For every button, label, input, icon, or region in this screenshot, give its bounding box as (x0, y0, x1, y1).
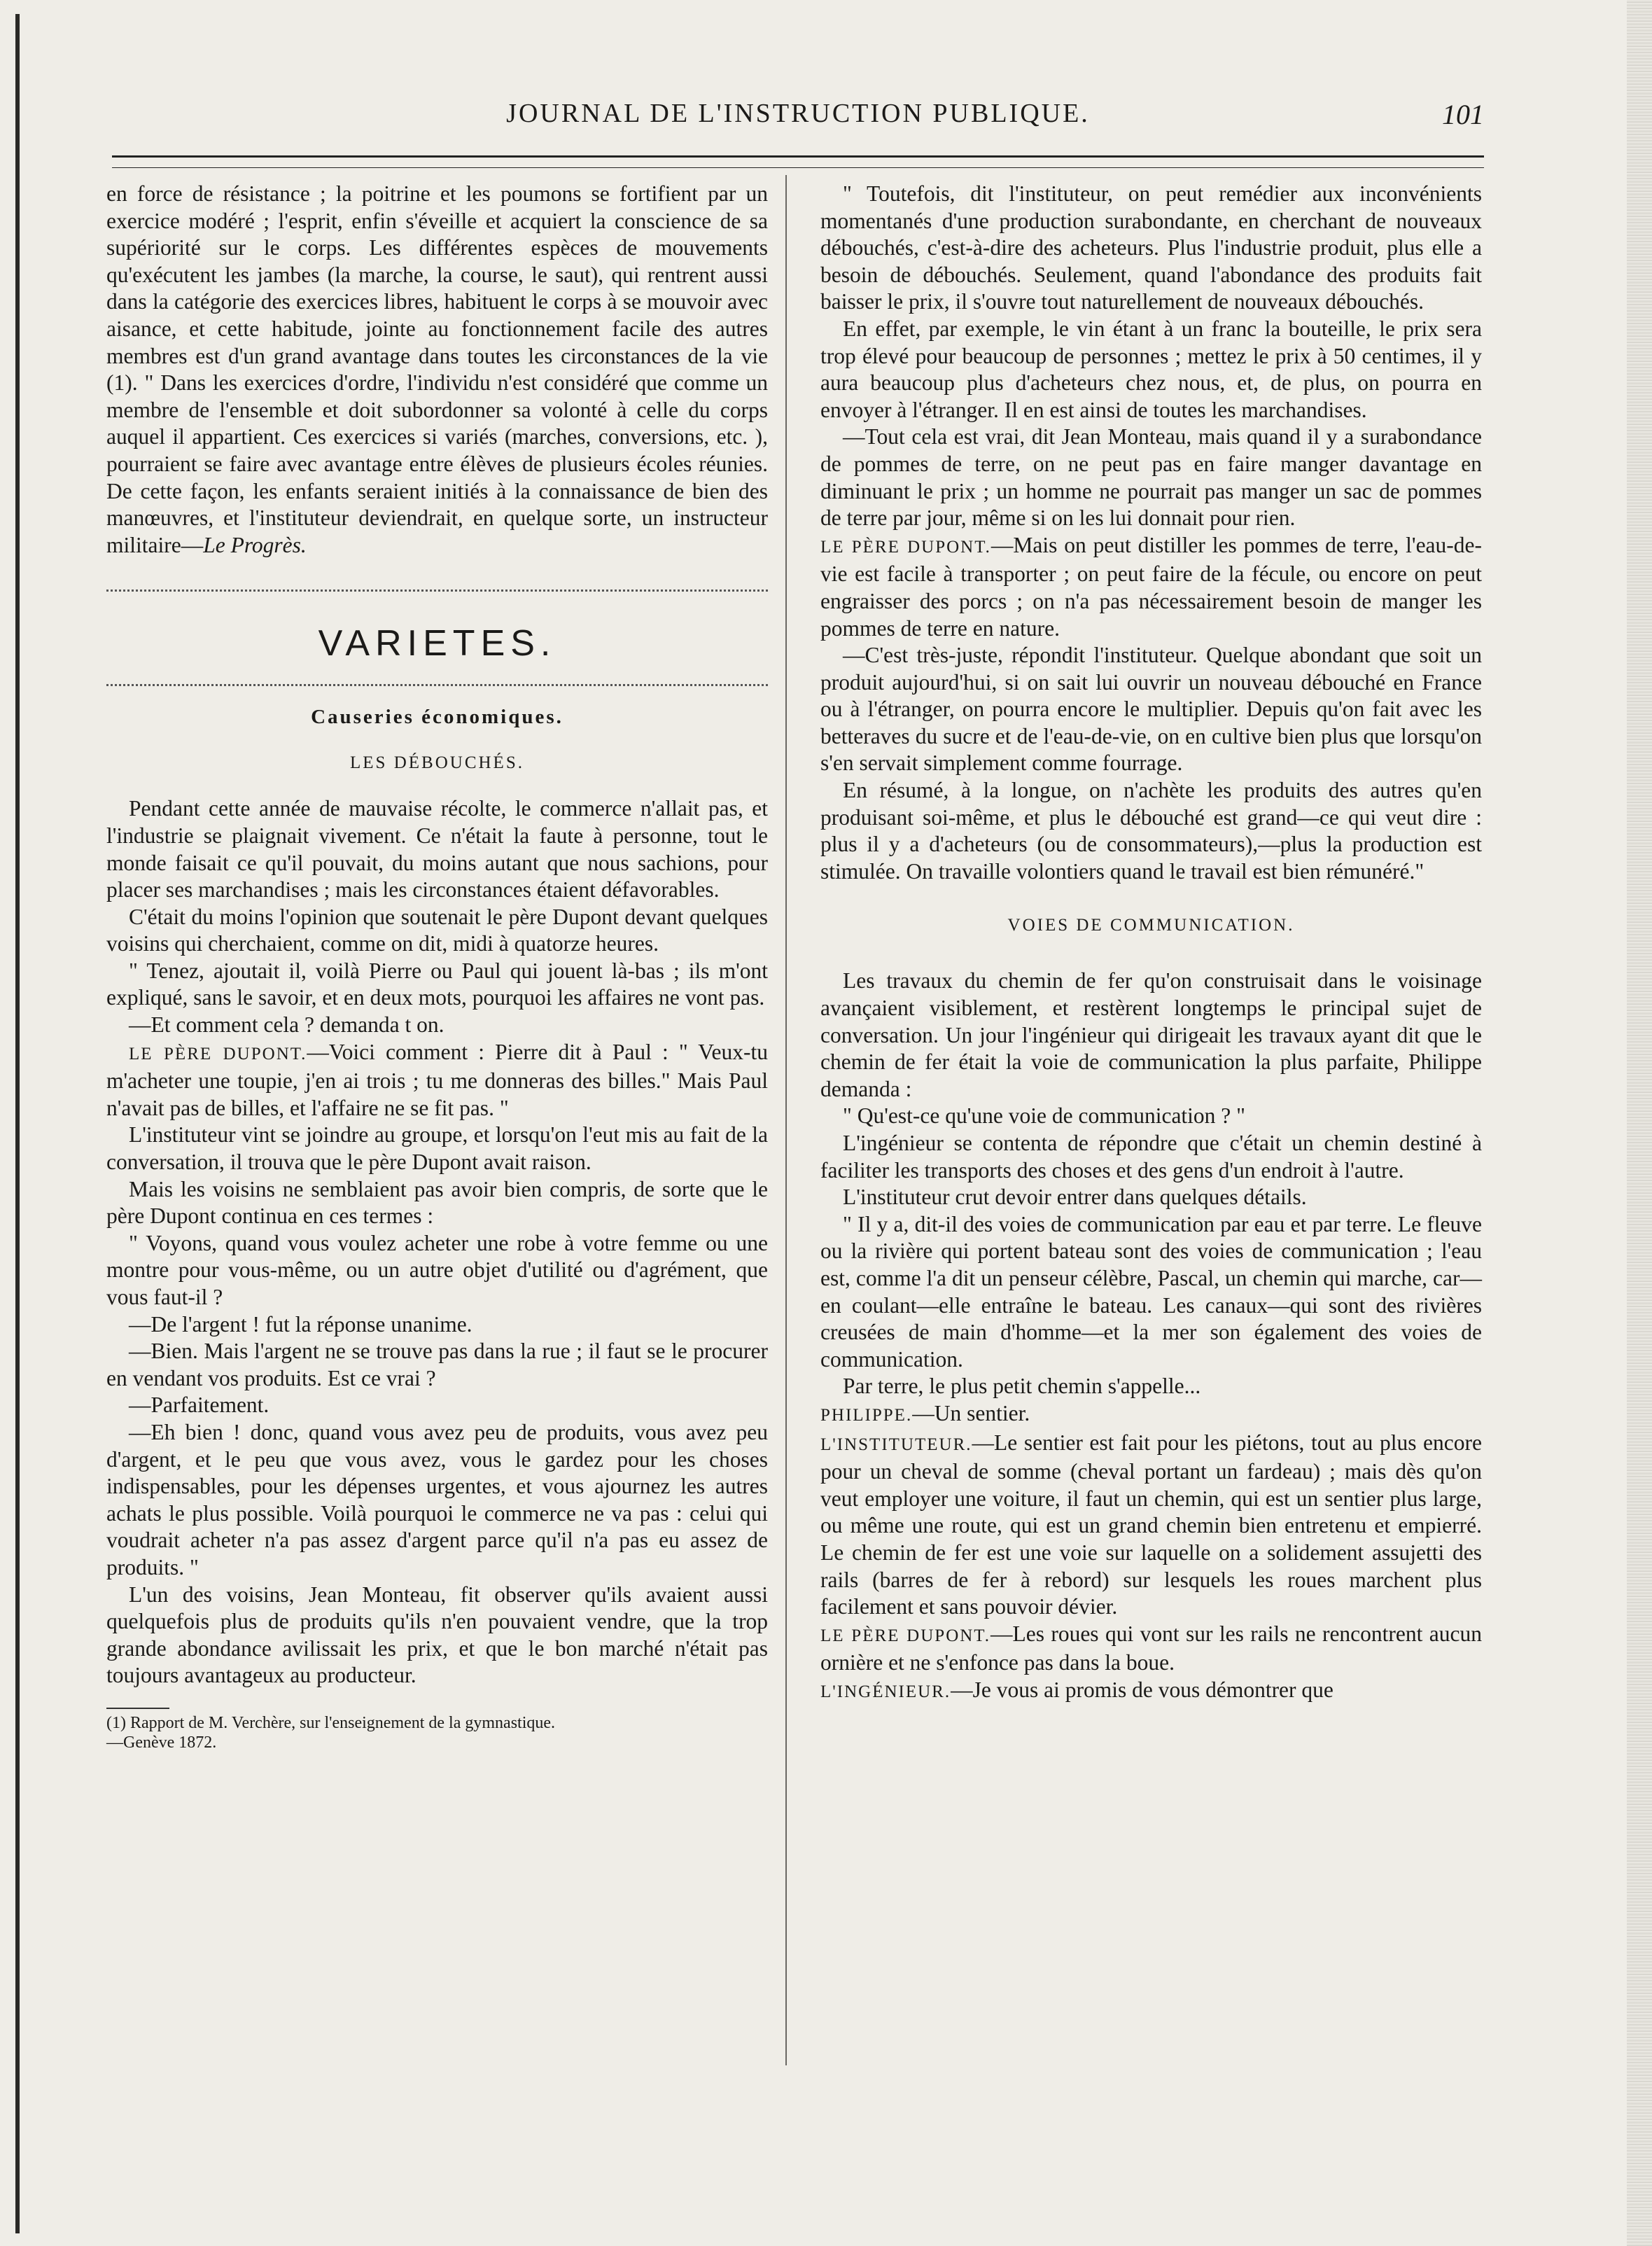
left-column (106, 181, 768, 1752)
paragraph: —Tout cela est vrai, dit Jean Monteau, mais quand il y a surabondance de pommes de terre, on ne peut pas en faire manger davantage en diminuant le prix ; un homme ne pourrait pas manger un sac de pommes de terre par jour, même si on les lui donnait pour rien. (820, 424, 1482, 531)
paragraph: Mais les voisins ne semblaient pas avoir bien compris, de sorte que le père Dupont continua en ces termes : (106, 1176, 768, 1229)
paragraph: L'instituteur vint se joindre au groupe, et lorsqu'on l'eut mis au fait de la conversation, il trouva que le père Dupont avait raison. (106, 1122, 768, 1175)
paragraph: L'instituteur crut devoir entrer dans quelques détails. (843, 1185, 1307, 1210)
paragraph: Par terre, le plus petit chemin s'appelle... (843, 1374, 1201, 1399)
paragraph: " Voyons, quand vous voulez acheter une robe à votre femme ou une montre pour vous-même, ou un autre objet d'utilité ou d'agrément, que vous faut-il ? (106, 1230, 768, 1309)
dialogue-paragraph: PHILIPPE.—Un sentier. (820, 1400, 1030, 1425)
dialogue-paragraph: L'INGÉNIEUR.—Je vous ai promis de vous démontrer que (820, 1677, 1334, 1702)
paragraph: " Il y a, dit-il des voies de communication par eau et par terre. Le fleuve ou la rivière qui portent bateau sont des voies de communication ; l'eau est, comme l'a dit un penseur célèbre, Pascal, un chemin qui marche, car—en coulant—elle entraîne le bateau. Les canaux—qui sont des rivières creusées de main d'homme—et la mer son également des voies de communication. (820, 1211, 1482, 1372)
header-double-rule (112, 155, 1484, 168)
dialogue-paragraph: L'INSTITUTEUR.—Le sentier est fait pour les piétons, tout au plus encore pour un cheval de somme (cheval portant un fardeau) ; mais dès qu'on veut employer une voiture, il faut un chemin, qui est un sentier plus large, ou même une route, qui est un grand chemin bien entretenu et empierré. Le chemin de fer est une voie sur laquelle on a solidement assujetti des rails (barres de fer à rebord) sur lesquels les roues marchent plus facilement et sans pouvoir dévier. (820, 1430, 1482, 1619)
paragraph: L'ingénieur se contenta de répondre que c'était un chemin destiné à faciliter les transports des choses et des gens d'un endroit à l'autre. (820, 1131, 1482, 1183)
paragraph: Les travaux du chemin de fer qu'on construisait dans le voisinage avançaient visiblement, et restèrent longtemps le principal sujet de conversation. Un jour l'ingénieur qui dirigeait les travaux ayant dit que le chemin de fer était la voie de communication la plus parfaite, Philippe demanda : (820, 968, 1482, 1101)
section-title: VARIETES. (318, 623, 556, 664)
dialogue-paragraph: LE PÈRE DUPONT.—Les roues qui vont sur les rails ne rencontrent aucun ornière et ne s'enfonce pas dans la boue. (820, 1621, 1482, 1675)
column-divider (785, 175, 787, 2065)
speaker-label: L'INSTITUTEUR. (820, 1435, 972, 1454)
paragraph: —De l'argent ! fut la réponse unanime. (129, 1311, 472, 1337)
paragraph: " Qu'est-ce qu'une voie de communication ? " (843, 1103, 1246, 1129)
running-title: JOURNAL DE L'INSTRUCTION PUBLIQUE. (506, 99, 1090, 128)
binding-edge (15, 14, 20, 2233)
paragraph: —Eh bien ! donc, quand vous avez peu de produits, vous avez peu d'argent, et le peu que vous avez, vous le gardez pour les choses indispensables, pour les dépenses urgentes, et vous ajournez les autres achats le plus possible. Voilà pourquoi le commerce ne va pas : celui qui voudrait acheter n'a pas assez d'argent parce qu'il n'a pas eu assez de produits. " (106, 1419, 768, 1579)
page-header (112, 98, 1484, 140)
footnote-rule (106, 1708, 169, 1709)
speaker-label: LE PÈRE DUPONT. (820, 1626, 990, 1645)
paragraph: C'était du moins l'opinion que soutenait le père Dupont devant quelques voisins qui cherchaient, comme on dit, midi à quatorze heures. (106, 904, 768, 956)
paragraph: —C'est très-juste, répondit l'instituteur. Quelque abondant que soit un produit aujourd'hui, si on sait lui ouvrir un nouveau débouché en France ou à l'étranger, on pourra encore le multiplier. Depuis qu'on fait avec les betteraves du sucre et de l'eau-de-vie, on en cultive bien plus que lorsqu'on s'en servait simplement comme fourrage. (820, 643, 1482, 776)
footnote-line: —Genève 1872. (106, 1733, 217, 1752)
paragraph: Pendant cette année de mauvaise récolte, le commerce n'allait pas, et l'industrie se plaignait vivement. Ce n'était la faute à personne, tout le monde faisait ce qu'il pouvait, du moins autant que nous sachions, pour placer ses marchandises ; mais les circonstances étaient défavorables. (106, 796, 768, 902)
speaker-label: LE PÈRE DUPONT. (820, 537, 991, 557)
dotted-separator (106, 684, 768, 686)
dotted-separator (106, 590, 768, 592)
right-column (820, 181, 1482, 1706)
page-number: 101 (1442, 99, 1484, 130)
paragraph: —Et comment cela ? demanda t on. (129, 1012, 444, 1038)
paragraph: " Tenez, ajoutait il, voilà Pierre ou Paul qui jouent là-bas ; ils m'ont expliqué, sans le savoir, et en deux mots, pourquoi les affaires ne vont pas. (106, 958, 768, 1010)
speaker-label: PHILIPPE. (820, 1405, 913, 1425)
paragraph: L'un des voisins, Jean Monteau, fit observer qu'ils avaient aussi quelquefois plus de produits qu'ils n'en pouvaient vendre, que la trop grande abondance avilissait les prix, et que le bon marché n'était pas toujours avantageux au producteur. (106, 1582, 768, 1688)
dialogue-paragraph: LE PÈRE DUPONT.—Voici comment : Pierre dit à Paul : " Veux-tu m'acheter une toupie, j'en ai trois ; tu me donneras des billes." Mais Paul n'avait pas de billes, et l'affaire ne se fit pas. " (106, 1039, 768, 1120)
paragraph: En effet, par exemple, le vin étant à un franc la bouteille, le prix sera trop élevé pour beaucoup de personnes ; mettez le prix à 50 centimes, il y aura beaucoup plus d'acheteurs chez nous, et, de plus, on pourra en envoyer à l'étranger. Il en est ainsi de toutes les marchandises. (820, 316, 1482, 422)
paragraph: " Toutefois, dit l'instituteur, on peut remédier aux inconvénients momentanés d'une production surabondante, en cherchant de nouveaux débouchés, c'est-à-dire des acheteurs. Plus l'industrie produit, plus elle a besoin de débouchés. Seulement, quand l'abondance des produits fait baisser le prix, il s'ouvre tout naturellement de nouveaux débouchés. (820, 181, 1482, 314)
paragraph: —Parfaitement. (129, 1393, 270, 1418)
paragraph: En résumé, à la longue, on n'achète les produits des autres qu'en produisant soi-même, et plus le débouché est grand—ce qui veut dire : plus il y a d'acheteurs (ou de consommateurs),—plus la production est stimulée. On travaille volontiers quand le travail est bien rémunéré." (820, 778, 1482, 884)
intro-paragraph: en force de résistance ; la poitrine et les poumons se fortifient par un exercice modéré ; l'esprit, enfin s'éveille et acquiert la conscience de sa supériorité sur le corps. Les différentes espèces de mouvements qu'exécutent les jambes (la marche, la course, le saut), qui rentrent aussi dans la catégorie des exercices libres, habituent le corps à se mouvoir avec aisance, et cette habitude, jointe au fonctionnement facile des autres membres est d'un grand avantage dans toutes les circonstances de la vie (1). " Dans les exercices d'ordre, l'individu n'est considéré que comme un membre de l'ensemble et doit subordonner sa volonté à celle du corps auquel il appartient. Ces exercices si variés (marches, conversions, etc. ), pourraient se faire avec avantage entre élèves de plusieurs écoles réunies. De cette façon, les enfants seraient initiés à la connaissance de bien des manœuvres, et l'instituteur deviendrait, en quelque sorte, un instructeur militaire—Le Progrès. (106, 181, 768, 557)
paragraph: —Bien. Mais l'argent ne se trouve pas dans la rue ; il faut se le procurer en vendant vos produits. Est ce vrai ? (106, 1339, 768, 1390)
footnote-line: (1) Rapport de M. Verchère, sur l'enseignement de la gymnastique. (106, 1713, 556, 1732)
speaker-label: LE PÈRE DUPONT. (129, 1044, 307, 1063)
intro-source: Le Progrès. (203, 532, 307, 557)
article-title: Causeries économiques. (311, 706, 564, 729)
section-subhead: VOIES DE COMMUNICATION. (1007, 916, 1295, 935)
footnote (106, 1713, 768, 1752)
speaker-label: L'INGÉNIEUR. (820, 1682, 951, 1701)
dialogue-paragraph: LE PÈRE DUPONT.—Mais on peut distiller les pommes de terre, l'eau-de-vie est facile à transporter ; on peut faire de la fécule, ou encore on peut engraisser des porcs ; on n'a pas nécessairement besoin de manger les pommes de terre en nature. (820, 532, 1482, 641)
page-edge-noise (1627, 0, 1652, 2246)
article-subhead: LES DÉBOUCHÉS. (350, 753, 524, 773)
